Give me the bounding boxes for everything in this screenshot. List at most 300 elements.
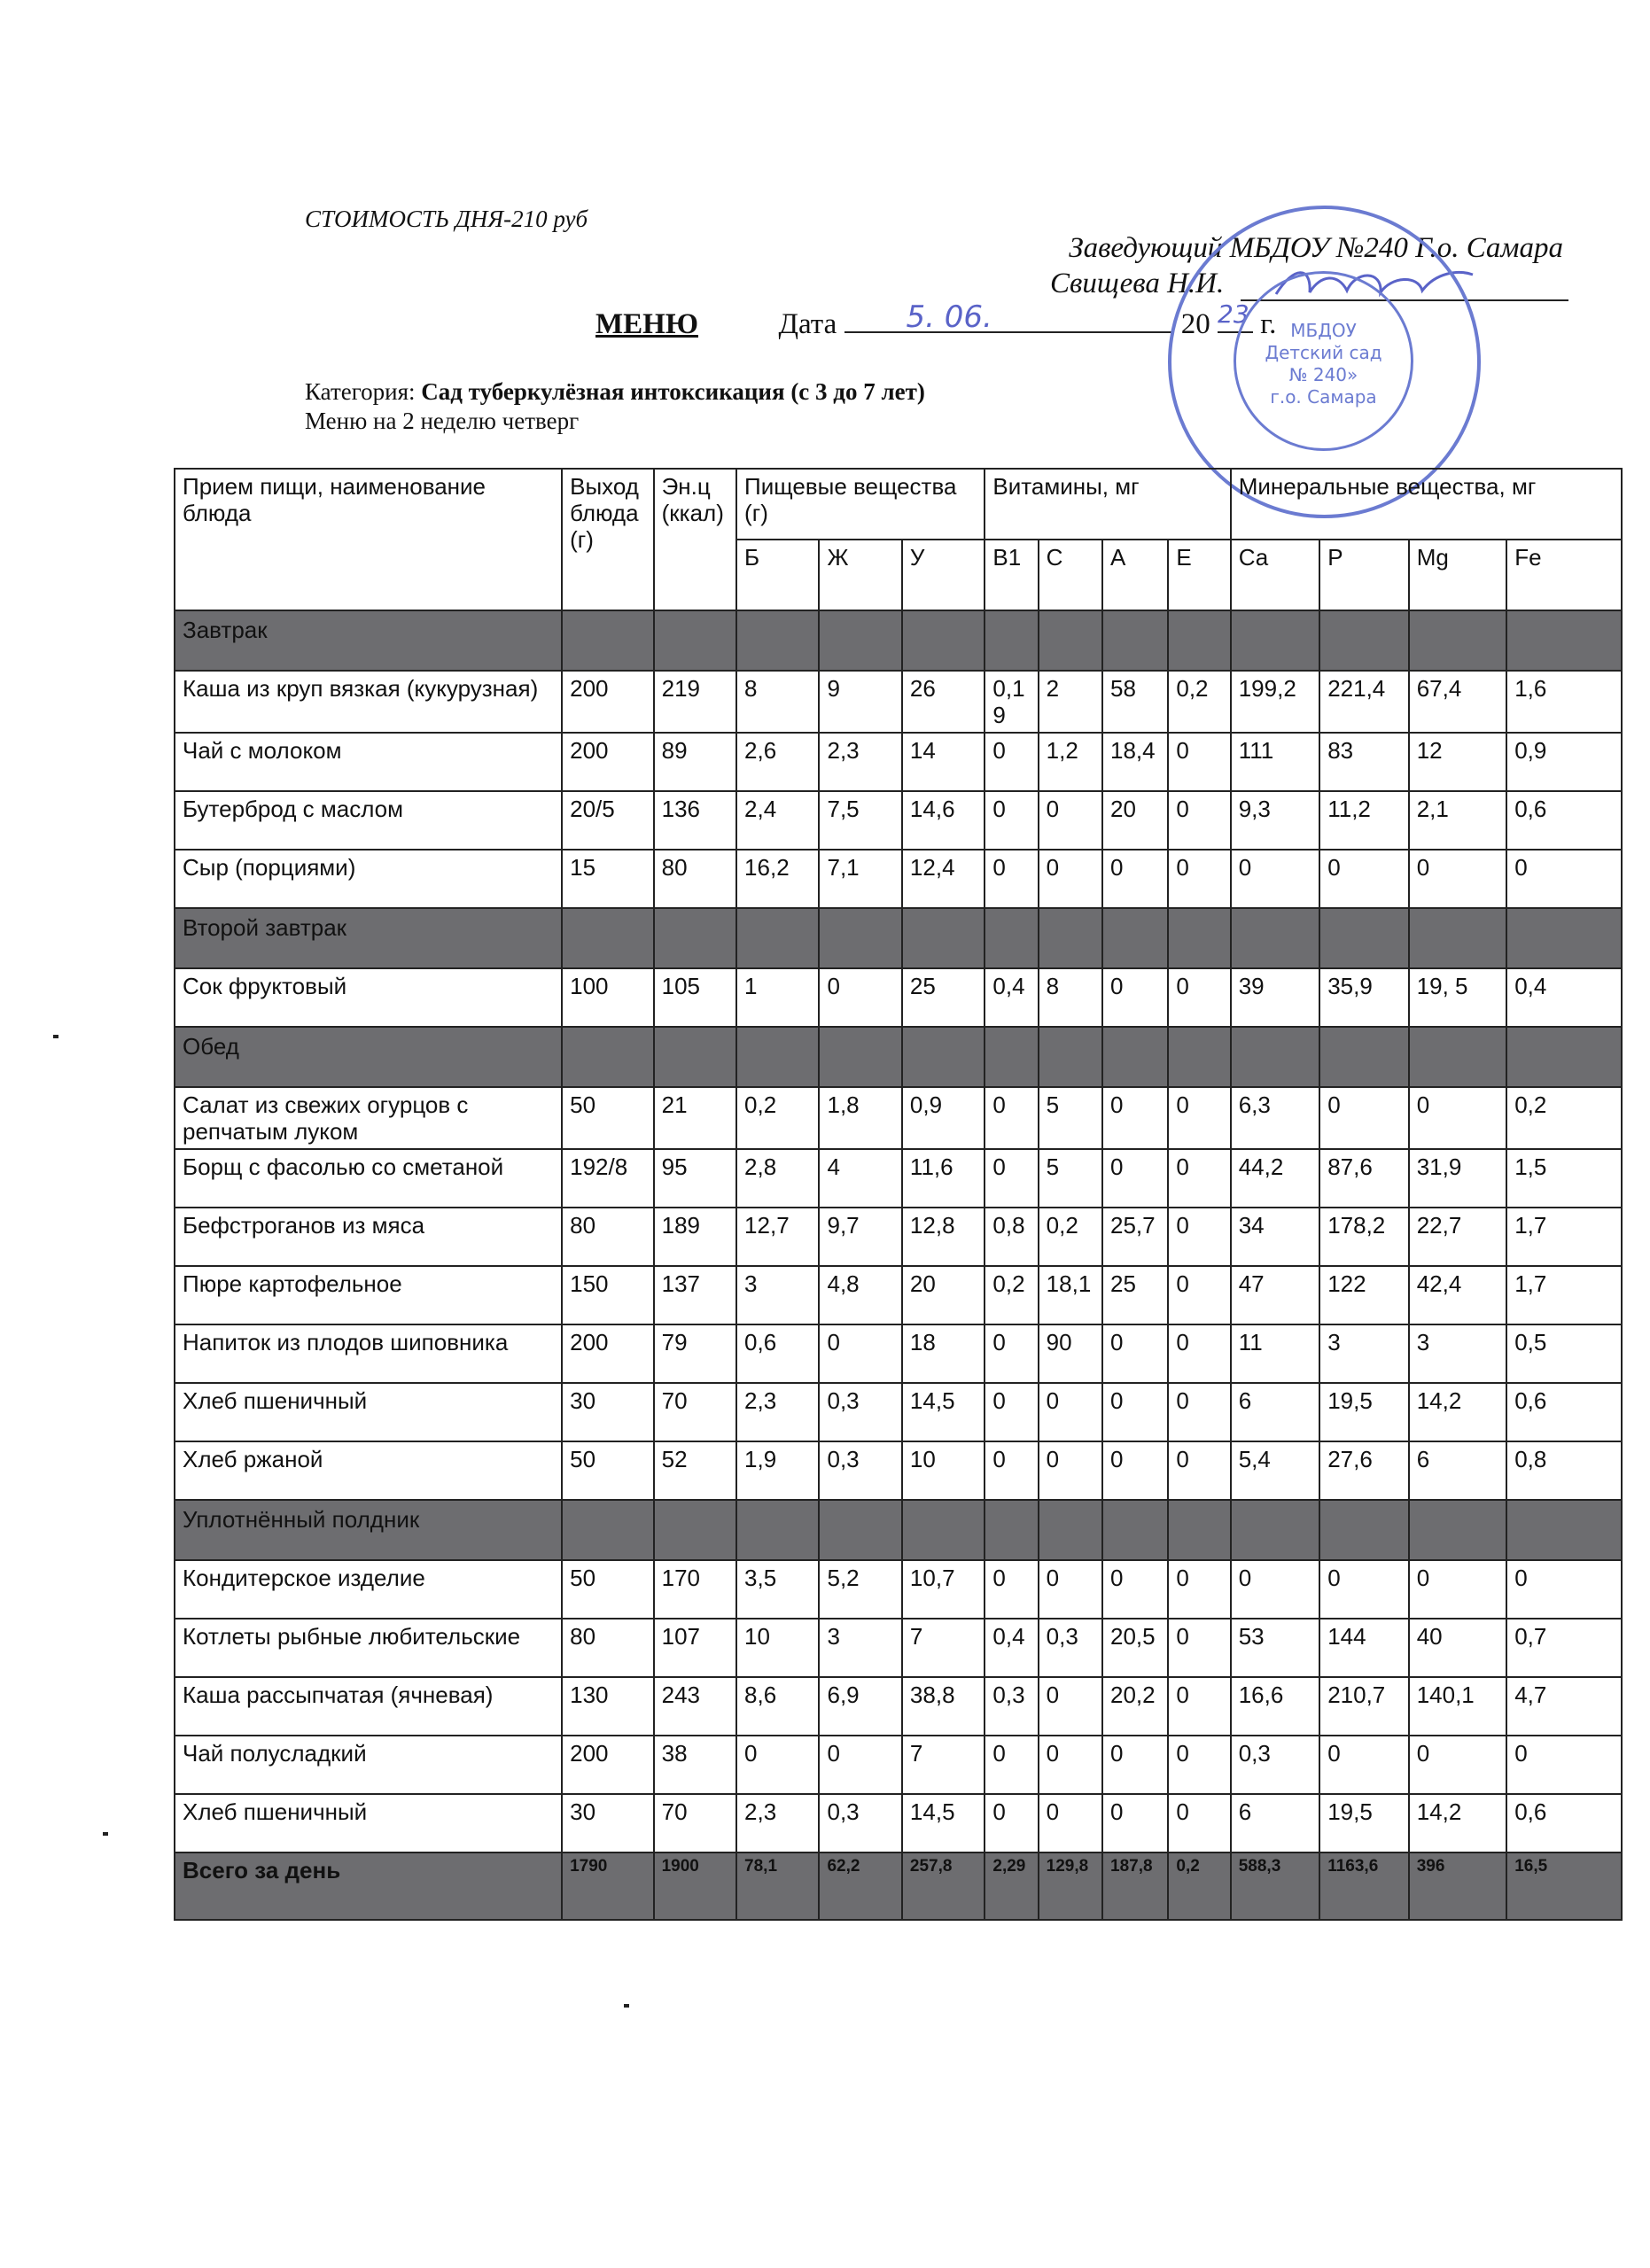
header-e: Е bbox=[1168, 540, 1230, 610]
table-row bbox=[175, 1560, 1622, 1619]
section-empty-cell bbox=[985, 908, 1038, 968]
value-cell: 90 bbox=[1039, 1324, 1102, 1383]
section-empty-cell bbox=[985, 1027, 1038, 1087]
year-value: 23 bbox=[1218, 299, 1249, 329]
value-cell: 80 bbox=[654, 850, 736, 908]
value-cell: 9,3 bbox=[1231, 791, 1319, 850]
header-nutrients: Пищевые вещества (г) bbox=[736, 469, 985, 540]
section-empty-cell bbox=[562, 908, 654, 968]
value-cell: 221,4 bbox=[1319, 671, 1408, 733]
value-cell: 0 bbox=[1102, 968, 1168, 1027]
value-cell: 5,4 bbox=[1231, 1441, 1319, 1500]
section-empty-cell bbox=[1039, 908, 1102, 968]
value-cell: 3 bbox=[1319, 1324, 1408, 1383]
value-cell: 111 bbox=[1231, 733, 1319, 791]
value-cell: 0 bbox=[1231, 850, 1319, 908]
date-label: Дата bbox=[778, 308, 837, 340]
section-empty-cell bbox=[1102, 1500, 1168, 1560]
value-cell: 0 bbox=[1102, 1324, 1168, 1383]
value-cell: 18,1 bbox=[1039, 1266, 1102, 1324]
scan-speck bbox=[624, 2004, 629, 2008]
category-label: Категория: bbox=[305, 378, 416, 405]
value-cell: 0 bbox=[1039, 1794, 1102, 1852]
section-empty-cell bbox=[654, 610, 736, 671]
table-row bbox=[175, 1149, 1622, 1208]
value-cell: 0 bbox=[1319, 1560, 1408, 1619]
value-cell: 200 bbox=[562, 733, 654, 791]
dish-name: Борщ с фасолью со сметаной bbox=[175, 1149, 562, 1208]
value-cell: 0 bbox=[1168, 1736, 1230, 1794]
section-empty-cell bbox=[902, 1500, 985, 1560]
section-empty-cell bbox=[1102, 908, 1168, 968]
dish-name: Хлеб ржаной bbox=[175, 1441, 562, 1500]
value-cell: 0,2 bbox=[985, 1266, 1038, 1324]
value-cell: 0,6 bbox=[736, 1324, 819, 1383]
category-value: Сад туберкулёзная интоксикация (с 3 до 7 лет) bbox=[421, 378, 925, 405]
value-cell: 12,4 bbox=[902, 850, 985, 908]
value-cell: 0 bbox=[819, 1736, 901, 1794]
scan-speck bbox=[53, 1035, 58, 1038]
table-row bbox=[175, 1736, 1622, 1794]
dish-name: Котлеты рыбные любительские bbox=[175, 1619, 562, 1677]
value-cell: 20,5 bbox=[1102, 1619, 1168, 1677]
table-row bbox=[175, 1794, 1622, 1852]
value-cell: 0,2 bbox=[1168, 671, 1230, 733]
header-mg: Mg bbox=[1409, 540, 1507, 610]
value-cell: 14,2 bbox=[1409, 1794, 1507, 1852]
dish-name: Бефстроганов из мяса bbox=[175, 1208, 562, 1266]
value-cell: 0 bbox=[985, 1383, 1038, 1441]
value-cell: 0 bbox=[1102, 1794, 1168, 1852]
value-cell: 136 bbox=[654, 791, 736, 850]
value-cell: 189 bbox=[654, 1208, 736, 1266]
value-cell: 38 bbox=[654, 1736, 736, 1794]
value-cell: 1,6 bbox=[1506, 671, 1622, 733]
value-cell: 1 bbox=[736, 968, 819, 1027]
value-cell: 1,2 bbox=[1039, 733, 1102, 791]
category-block bbox=[305, 377, 925, 436]
value-cell: 3 bbox=[1409, 1324, 1507, 1383]
section-empty-cell bbox=[736, 1500, 819, 1560]
stamp-line-3: № 240» bbox=[1288, 364, 1358, 385]
dish-name: Кондитерское изделие bbox=[175, 1560, 562, 1619]
section-empty-cell bbox=[562, 1500, 654, 1560]
dish-name: Салат из свежих огурцов с репчатым луком bbox=[175, 1087, 562, 1149]
value-cell: 2,4 bbox=[736, 791, 819, 850]
value-cell: 0,4 bbox=[1506, 968, 1622, 1027]
value-cell: 0 bbox=[1039, 1441, 1102, 1500]
section-empty-cell bbox=[819, 1500, 901, 1560]
value-cell: 53 bbox=[1231, 1619, 1319, 1677]
value-cell: 12,8 bbox=[902, 1208, 985, 1266]
value-cell: 10 bbox=[902, 1441, 985, 1500]
section-empty-cell bbox=[1319, 1027, 1408, 1087]
value-cell: 0 bbox=[1039, 850, 1102, 908]
value-cell: 70 bbox=[654, 1383, 736, 1441]
stamp-line-4: г.о. Самара bbox=[1270, 386, 1377, 408]
value-cell: 2,1 bbox=[1409, 791, 1507, 850]
value-cell: 0,3 bbox=[1231, 1736, 1319, 1794]
section-empty-cell bbox=[1039, 1027, 1102, 1087]
table-row bbox=[175, 1441, 1622, 1500]
value-cell: 0,3 bbox=[819, 1794, 901, 1852]
menu-table bbox=[174, 468, 1623, 1921]
section-empty-cell bbox=[902, 610, 985, 671]
section-empty-cell bbox=[902, 1027, 985, 1087]
value-cell: 1,7 bbox=[1506, 1208, 1622, 1266]
value-cell: 0,19 bbox=[985, 671, 1038, 733]
value-cell: 2,3 bbox=[819, 733, 901, 791]
value-cell: 16,6 bbox=[1231, 1677, 1319, 1736]
value-cell: 243 bbox=[654, 1677, 736, 1736]
value-cell: 6,3 bbox=[1231, 1087, 1319, 1149]
value-cell: 0,2 bbox=[736, 1087, 819, 1149]
section-empty-cell bbox=[1409, 1027, 1507, 1087]
value-cell: 44,2 bbox=[1231, 1149, 1319, 1208]
section-empty-cell bbox=[736, 610, 819, 671]
value-cell: 50 bbox=[562, 1441, 654, 1500]
value-cell: 0 bbox=[1168, 1619, 1230, 1677]
value-cell: 6 bbox=[1231, 1383, 1319, 1441]
value-cell: 0 bbox=[1168, 1208, 1230, 1266]
value-cell: 0 bbox=[1168, 1677, 1230, 1736]
value-cell: 0,6 bbox=[1506, 1383, 1622, 1441]
header-c: С bbox=[1039, 540, 1102, 610]
total-value: 187,8 bbox=[1102, 1852, 1168, 1920]
table-row bbox=[175, 1619, 1622, 1677]
header-b1: В1 bbox=[985, 540, 1038, 610]
value-cell: 2,6 bbox=[736, 733, 819, 791]
value-cell: 0 bbox=[1231, 1560, 1319, 1619]
value-cell: 0 bbox=[1168, 733, 1230, 791]
value-cell: 0 bbox=[1409, 1736, 1507, 1794]
total-value: 1900 bbox=[654, 1852, 736, 1920]
section-empty-cell bbox=[1168, 610, 1230, 671]
value-cell: 0 bbox=[1319, 1087, 1408, 1149]
value-cell: 19,5 bbox=[1319, 1794, 1408, 1852]
value-cell: 130 bbox=[562, 1677, 654, 1736]
value-cell: 0 bbox=[1039, 791, 1102, 850]
value-cell: 144 bbox=[1319, 1619, 1408, 1677]
value-cell: 0 bbox=[985, 850, 1038, 908]
section-empty-cell bbox=[819, 908, 901, 968]
value-cell: 6 bbox=[1409, 1441, 1507, 1500]
section-row bbox=[175, 1027, 1622, 1087]
value-cell: 14,5 bbox=[902, 1794, 985, 1852]
table-row bbox=[175, 1383, 1622, 1441]
value-cell: 0 bbox=[1168, 1149, 1230, 1208]
section-empty-cell bbox=[654, 1500, 736, 1560]
section-empty-cell bbox=[1231, 1027, 1319, 1087]
value-cell: 122 bbox=[1319, 1266, 1408, 1324]
total-value: 1163,6 bbox=[1319, 1852, 1408, 1920]
value-cell: 42,4 bbox=[1409, 1266, 1507, 1324]
table-row bbox=[175, 850, 1622, 908]
value-cell: 105 bbox=[654, 968, 736, 1027]
value-cell: 200 bbox=[562, 1324, 654, 1383]
section-empty-cell bbox=[1102, 610, 1168, 671]
section-name: Второй завтрак bbox=[175, 908, 562, 968]
dish-name: Сыр (порциями) bbox=[175, 850, 562, 908]
dish-name: Каша из круп вязкая (кукурузная) bbox=[175, 671, 562, 733]
value-cell: 0 bbox=[1168, 1383, 1230, 1441]
section-empty-cell bbox=[1506, 1027, 1622, 1087]
section-empty-cell bbox=[1231, 610, 1319, 671]
dish-name: Хлеб пшеничный bbox=[175, 1794, 562, 1852]
section-name: Уплотнённый полдник bbox=[175, 1500, 562, 1560]
section-empty-cell bbox=[1409, 610, 1507, 671]
value-cell: 11,6 bbox=[902, 1149, 985, 1208]
value-cell: 0 bbox=[1168, 1266, 1230, 1324]
total-value: 16,5 bbox=[1506, 1852, 1622, 1920]
section-empty-cell bbox=[1319, 908, 1408, 968]
section-row bbox=[175, 908, 1622, 968]
value-cell: 0 bbox=[736, 1736, 819, 1794]
section-empty-cell bbox=[736, 908, 819, 968]
value-cell: 0 bbox=[1409, 850, 1507, 908]
value-cell: 0,6 bbox=[1506, 1794, 1622, 1852]
value-cell: 140,1 bbox=[1409, 1677, 1507, 1736]
value-cell: 87,6 bbox=[1319, 1149, 1408, 1208]
value-cell: 70 bbox=[654, 1794, 736, 1852]
total-value: 62,2 bbox=[819, 1852, 901, 1920]
value-cell: 1,8 bbox=[819, 1087, 901, 1149]
value-cell: 8 bbox=[736, 671, 819, 733]
value-cell: 0 bbox=[1409, 1560, 1507, 1619]
value-cell: 0 bbox=[1168, 1087, 1230, 1149]
header-dish: Прием пищи, наименование блюда bbox=[175, 469, 562, 610]
section-name: Обед bbox=[175, 1027, 562, 1087]
value-cell: 7 bbox=[902, 1736, 985, 1794]
header-u: У bbox=[902, 540, 985, 610]
value-cell: 4 bbox=[819, 1149, 901, 1208]
value-cell: 16,2 bbox=[736, 850, 819, 908]
value-cell: 0 bbox=[1039, 1560, 1102, 1619]
value-cell: 27,6 bbox=[1319, 1441, 1408, 1500]
value-cell: 192/8 bbox=[562, 1149, 654, 1208]
total-value: 78,1 bbox=[736, 1852, 819, 1920]
value-cell: 11 bbox=[1231, 1324, 1319, 1383]
value-cell: 0 bbox=[1168, 791, 1230, 850]
dish-name: Сок фруктовый bbox=[175, 968, 562, 1027]
section-empty-cell bbox=[819, 1027, 901, 1087]
value-cell: 0 bbox=[1168, 1794, 1230, 1852]
date-value: 5. 06. bbox=[906, 299, 992, 335]
value-cell: 80 bbox=[562, 1619, 654, 1677]
header-vitamins: Витамины, мг bbox=[985, 469, 1230, 540]
value-cell: 10,7 bbox=[902, 1560, 985, 1619]
value-cell: 0 bbox=[985, 1441, 1038, 1500]
table-row bbox=[175, 968, 1622, 1027]
value-cell: 0 bbox=[1039, 1677, 1102, 1736]
dish-name: Напиток из плодов шиповника bbox=[175, 1324, 562, 1383]
value-cell: 0 bbox=[1039, 1383, 1102, 1441]
value-cell: 20 bbox=[902, 1266, 985, 1324]
value-cell: 14,2 bbox=[1409, 1383, 1507, 1441]
value-cell: 7,5 bbox=[819, 791, 901, 850]
value-cell: 34 bbox=[1231, 1208, 1319, 1266]
value-cell: 178,2 bbox=[1319, 1208, 1408, 1266]
table-row bbox=[175, 1324, 1622, 1383]
value-cell: 0 bbox=[819, 1324, 901, 1383]
value-cell: 0 bbox=[1168, 1324, 1230, 1383]
value-cell: 0 bbox=[985, 1149, 1038, 1208]
section-empty-cell bbox=[1168, 908, 1230, 968]
value-cell: 19, 5 bbox=[1409, 968, 1507, 1027]
value-cell: 0,7 bbox=[1506, 1619, 1622, 1677]
section-name: Завтрак bbox=[175, 610, 562, 671]
section-empty-cell bbox=[1506, 1500, 1622, 1560]
section-empty-cell bbox=[736, 1027, 819, 1087]
value-cell: 0,3 bbox=[1039, 1619, 1102, 1677]
value-cell: 10 bbox=[736, 1619, 819, 1677]
section-row bbox=[175, 1500, 1622, 1560]
value-cell: 200 bbox=[562, 1736, 654, 1794]
section-empty-cell bbox=[562, 1027, 654, 1087]
value-cell: 137 bbox=[654, 1266, 736, 1324]
value-cell: 14,6 bbox=[902, 791, 985, 850]
value-cell: 0,3 bbox=[985, 1677, 1038, 1736]
section-empty-cell bbox=[1102, 1027, 1168, 1087]
value-cell: 2 bbox=[1039, 671, 1102, 733]
section-empty-cell bbox=[1168, 1500, 1230, 1560]
value-cell: 20 bbox=[1102, 791, 1168, 850]
total-value: 2,29 bbox=[985, 1852, 1038, 1920]
value-cell: 0 bbox=[1506, 850, 1622, 908]
head-title: Заведующий МБДОУ №240 Г.о. Самара bbox=[1069, 232, 1563, 264]
value-cell: 0 bbox=[1102, 1441, 1168, 1500]
dish-name: Бутерброд с маслом bbox=[175, 791, 562, 850]
value-cell: 35,9 bbox=[1319, 968, 1408, 1027]
value-cell: 0 bbox=[985, 1736, 1038, 1794]
value-cell: 0 bbox=[1319, 1736, 1408, 1794]
value-cell: 18,4 bbox=[1102, 733, 1168, 791]
value-cell: 25,7 bbox=[1102, 1208, 1168, 1266]
total-value: 129,8 bbox=[1039, 1852, 1102, 1920]
value-cell: 22,7 bbox=[1409, 1208, 1507, 1266]
value-cell: 0 bbox=[1039, 1736, 1102, 1794]
value-cell: 58 bbox=[1102, 671, 1168, 733]
total-row bbox=[175, 1852, 1622, 1920]
section-empty-cell bbox=[654, 908, 736, 968]
value-cell: 11,2 bbox=[1319, 791, 1408, 850]
value-cell: 150 bbox=[562, 1266, 654, 1324]
value-cell: 3 bbox=[736, 1266, 819, 1324]
value-cell: 5 bbox=[1039, 1149, 1102, 1208]
value-cell: 0 bbox=[1102, 1736, 1168, 1794]
section-empty-cell bbox=[1231, 1500, 1319, 1560]
value-cell: 8,6 bbox=[736, 1677, 819, 1736]
value-cell: 0,3 bbox=[819, 1441, 901, 1500]
value-cell: 0,8 bbox=[1506, 1441, 1622, 1500]
value-cell: 15 bbox=[562, 850, 654, 908]
value-cell: 0 bbox=[1168, 1441, 1230, 1500]
value-cell: 12,7 bbox=[736, 1208, 819, 1266]
value-cell: 3,5 bbox=[736, 1560, 819, 1619]
value-cell: 0 bbox=[985, 1794, 1038, 1852]
value-cell: 14 bbox=[902, 733, 985, 791]
section-empty-cell bbox=[1319, 610, 1408, 671]
value-cell: 95 bbox=[654, 1149, 736, 1208]
value-cell: 0 bbox=[985, 791, 1038, 850]
section-row bbox=[175, 610, 1622, 671]
value-cell: 6,9 bbox=[819, 1677, 901, 1736]
value-cell: 0,6 bbox=[1506, 791, 1622, 850]
value-cell: 47 bbox=[1231, 1266, 1319, 1324]
week-line: Меню на 2 неделю четверг bbox=[305, 408, 580, 434]
value-cell: 0 bbox=[1102, 1087, 1168, 1149]
value-cell: 30 bbox=[562, 1794, 654, 1852]
value-cell: 170 bbox=[654, 1560, 736, 1619]
head-name: Свищева Н.И. bbox=[1050, 268, 1225, 299]
value-cell: 200 bbox=[562, 671, 654, 733]
section-empty-cell bbox=[985, 610, 1038, 671]
value-cell: 0 bbox=[1168, 968, 1230, 1027]
value-cell: 1,9 bbox=[736, 1441, 819, 1500]
value-cell: 0 bbox=[1319, 850, 1408, 908]
value-cell: 6 bbox=[1231, 1794, 1319, 1852]
header-p: Р bbox=[1319, 540, 1408, 610]
value-cell: 199,2 bbox=[1231, 671, 1319, 733]
total-value: 1790 bbox=[562, 1852, 654, 1920]
scan-speck bbox=[103, 1832, 108, 1836]
header-ca: Са bbox=[1231, 540, 1319, 610]
value-cell: 80 bbox=[562, 1208, 654, 1266]
section-empty-cell bbox=[819, 610, 901, 671]
value-cell: 0,4 bbox=[985, 1619, 1038, 1677]
year-prefix: 20 bbox=[1180, 308, 1210, 340]
table-row bbox=[175, 733, 1622, 791]
value-cell: 7 bbox=[902, 1619, 985, 1677]
dish-name: Пюре картофельное bbox=[175, 1266, 562, 1324]
header-energy: Эн.ц (ккал) bbox=[654, 469, 736, 610]
value-cell: 25 bbox=[1102, 1266, 1168, 1324]
total-value: 257,8 bbox=[902, 1852, 985, 1920]
section-empty-cell bbox=[985, 1500, 1038, 1560]
value-cell: 14,5 bbox=[902, 1383, 985, 1441]
header-b: Б bbox=[736, 540, 819, 610]
value-cell: 0 bbox=[1102, 1383, 1168, 1441]
value-cell: 5 bbox=[1039, 1087, 1102, 1149]
total-value: 396 bbox=[1409, 1852, 1507, 1920]
day-cost: СТОИМОСТЬ ДНЯ-210 руб bbox=[305, 206, 588, 232]
value-cell: 79 bbox=[654, 1324, 736, 1383]
value-cell: 0 bbox=[819, 968, 901, 1027]
section-empty-cell bbox=[902, 908, 985, 968]
menu-title: МЕНЮ bbox=[595, 308, 698, 340]
value-cell: 50 bbox=[562, 1560, 654, 1619]
table-row bbox=[175, 1087, 1622, 1149]
value-cell: 0,3 bbox=[819, 1383, 901, 1441]
header-a: А bbox=[1102, 540, 1168, 610]
dish-name: Чай с молоком bbox=[175, 733, 562, 791]
stamp-inner-ring bbox=[1234, 271, 1413, 451]
value-cell: 89 bbox=[654, 733, 736, 791]
stamp-line-1: МБДОУ bbox=[1290, 320, 1357, 341]
value-cell: 100 bbox=[562, 968, 654, 1027]
category-line bbox=[305, 377, 925, 407]
value-cell: 0 bbox=[985, 1324, 1038, 1383]
value-cell: 12 bbox=[1409, 733, 1507, 791]
header-zh: Ж bbox=[819, 540, 901, 610]
value-cell: 18 bbox=[902, 1324, 985, 1383]
value-cell: 0 bbox=[1102, 850, 1168, 908]
value-cell: 0 bbox=[985, 733, 1038, 791]
value-cell: 9,7 bbox=[819, 1208, 901, 1266]
value-cell: 0,9 bbox=[1506, 733, 1622, 791]
value-cell: 2,3 bbox=[736, 1383, 819, 1441]
value-cell: 4,7 bbox=[1506, 1677, 1622, 1736]
